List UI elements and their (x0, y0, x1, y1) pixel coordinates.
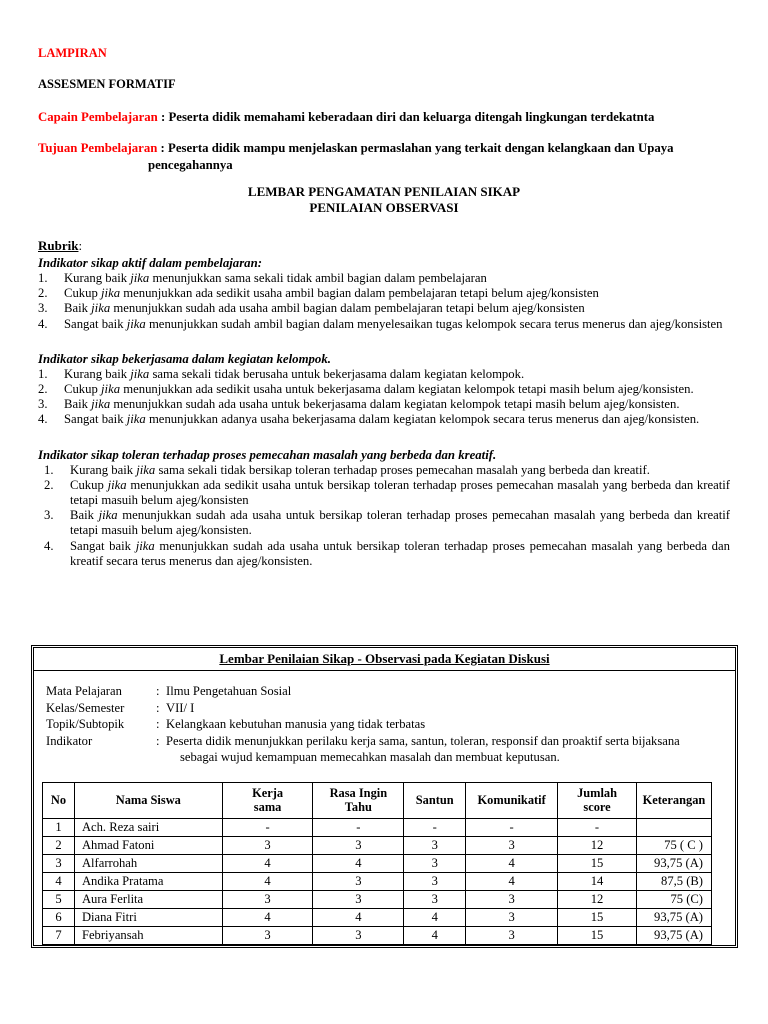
score-cell-no: 5 (43, 890, 75, 908)
rubric-item-text: Baik jika menunjukkan sudah ada usaha ambil bagian dalam pembelajaran tetapi belum ajeg/konsisten (64, 301, 585, 316)
score-cell-rasa: 3 (313, 890, 404, 908)
score-table-header-text: No (50, 792, 67, 807)
rubric-item-number: 1. (38, 271, 48, 285)
score-cell-kerja: 4 (222, 908, 313, 926)
sheet-meta-row (46, 716, 735, 733)
score-table-header-text: Keterangan (642, 792, 706, 807)
score-cell-santun: 3 (404, 872, 466, 890)
score-cell-keterangan: 75 (C) (636, 890, 711, 908)
rubric-item-number: 3. (38, 301, 48, 316)
score-cell-jumlah: 12 (558, 836, 637, 854)
sheet-title-text: Lembar Penilaian Sikap - Observasi pada Kegiatan Diskusi (219, 651, 550, 666)
score-table (42, 782, 712, 945)
rubric-item-text: Sangat baik jika menunjukkan adanya usaha bekerjasama dalam kegiatan kelompok secara terus menerus dan ajeg/konsisten. (64, 412, 700, 427)
rubric-list (38, 255, 730, 569)
sheet-meta-value: Ilmu Pengetahuan Sosial (166, 684, 292, 698)
score-cell-nama: Andika Pratama (74, 872, 222, 890)
score-table-header-cell (43, 782, 75, 818)
rubric-item (38, 382, 730, 397)
score-cell-santun: 4 (404, 926, 466, 944)
score-cell-kerja: 4 (222, 872, 313, 890)
score-cell-jumlah: 15 (558, 854, 637, 872)
rubric-item-emphasis: jika (98, 508, 118, 523)
rubric-item-number: 2. (38, 286, 48, 301)
score-cell-rasa: 3 (313, 926, 404, 944)
table-row (43, 818, 712, 836)
rubric-item-text: Sangat baik jika menunjukkan sudah ambil bagian dalam menyelesaikan tugas kelompok secara terus menerus dan ajeg/konsisten (64, 316, 723, 331)
score-cell-nama: Ach. Reza sairi (74, 818, 222, 836)
rubric-item-number: 3. (44, 508, 54, 523)
rubric-item (38, 478, 730, 508)
score-cell-keterangan: 93,75 (A) (636, 908, 711, 926)
sheet-meta-value-cont: sebagai wujud kemampuan memecahkan masalah dan membuat keputusan. (180, 750, 560, 764)
score-table-body (43, 818, 712, 944)
score-cell-no: 6 (43, 908, 75, 926)
table-row (43, 854, 712, 872)
rubric-item-emphasis: jika (101, 382, 121, 397)
rubric-items (38, 271, 730, 332)
score-cell-kerja: 3 (222, 836, 313, 854)
rubric-item-number: 1. (44, 462, 54, 477)
score-cell-santun: 3 (404, 836, 466, 854)
sheet-meta-key: Mata Pelajaran (46, 684, 122, 698)
tujuan-pembelajaran-label: Tujuan Pembelajaran (38, 141, 158, 155)
score-cell-komunikatif: 3 (466, 926, 558, 944)
score-cell-santun: - (404, 818, 466, 836)
score-cell-nama: Ahmad Fatoni (74, 836, 222, 854)
score-cell-keterangan: 93,75 (A) (636, 926, 711, 944)
score-cell-jumlah: 15 (558, 926, 637, 944)
rubric-item-number: 4. (44, 538, 54, 553)
rubric-item (38, 317, 730, 332)
score-cell-nama: Diana Fitri (74, 908, 222, 926)
rubric-item-emphasis: jika (91, 301, 111, 316)
sheet-meta-value: Peserta didik menunjukkan perilaku kerja sama, santun, toleran, responsif dan proaktif serta bijaksana sebagai wujud kemampuan memecahkan masalah dan membuat keputusan. (166, 733, 735, 766)
score-table-header-row (43, 782, 712, 818)
sheet-meta-separator: : (156, 700, 160, 715)
score-table-header-text: Jumlah (577, 785, 617, 800)
rubric-item-text: Kurang baik jika menunjukkan sama sekali tidak ambil bagian dalam pembelajaran (64, 271, 487, 285)
penilaian-sikap-sheet-inner (33, 647, 736, 946)
rubric-heading: Indikator sikap toleran terhadap proses pemecahan masalah yang berbeda dan kreatif. (38, 447, 497, 462)
score-cell-rasa: 4 (313, 854, 404, 872)
sheet-meta-value: Kelangkaan kebutuhan manusia yang tidak terbatas (166, 717, 426, 731)
score-cell-jumlah: 15 (558, 908, 637, 926)
score-table-header-cell (313, 782, 404, 818)
score-cell-komunikatif: 3 (466, 890, 558, 908)
table-row (43, 872, 712, 890)
sheet-meta-separator: : (156, 733, 160, 748)
score-cell-no: 7 (43, 926, 75, 944)
tujuan-pembelajaran-text: : Peserta didik mampu menjelaskan permaslahan yang terkait dengan kelangkaan dan Upaya (157, 141, 674, 155)
sheet-meta-separator: : (156, 684, 160, 698)
rubric-items (38, 367, 730, 428)
rubric-item-number: 1. (38, 366, 48, 381)
page-title-line2: PENILAIAN OBSERVASI (309, 200, 459, 215)
sheet-meta-separator: : (156, 717, 160, 731)
score-cell-no: 4 (43, 872, 75, 890)
score-table-header-text: score (583, 799, 611, 814)
score-cell-komunikatif: 3 (466, 908, 558, 926)
rubric-item-emphasis: jika (130, 271, 150, 285)
score-table-header-cell (404, 782, 466, 818)
score-cell-komunikatif: 4 (466, 872, 558, 890)
rubric-item (38, 508, 730, 538)
table-row (43, 836, 712, 854)
rubric-item-number: 4. (38, 316, 48, 331)
rubric-item-number: 2. (38, 382, 48, 397)
score-cell-santun: 3 (404, 854, 466, 872)
score-table-header-cell (466, 782, 558, 818)
rubrik-label: Rubrik (38, 238, 79, 253)
rubric-item-text: Kurang baik jika sama sekali tidak bersikap toleran terhadap proses pemecahan masalah yang berbeda dan kreatif. (70, 462, 650, 477)
rubric-item-emphasis: jika (107, 477, 127, 492)
score-table-header-text: Komunikatif (477, 792, 546, 807)
rubrik-colon: : (78, 238, 83, 253)
score-cell-no: 3 (43, 854, 75, 872)
sheet-meta-value: VII/ I (166, 700, 195, 715)
score-table-head (43, 782, 712, 818)
table-row (43, 908, 712, 926)
score-cell-rasa: 4 (313, 908, 404, 926)
rubric-item (38, 412, 730, 427)
score-cell-no: 1 (43, 818, 75, 836)
tujuan-pembelajaran-line (38, 140, 730, 174)
score-cell-kerja: 3 (222, 926, 313, 944)
sheet-meta-row (46, 683, 735, 700)
capaian-pembelajaran-label: Capain Pembelajaran (38, 110, 158, 124)
rubric-item-text: Sangat baik jika menunjukkan sudah ada usaha untuk bersikap toleran terhadap proses pemecahan masalah yang berbeda dan kreatif secara terus menerus dan ajeg/konsisten. (70, 538, 730, 568)
rubric-item (38, 271, 730, 286)
capaian-pembelajaran-line (38, 109, 730, 125)
rubric-item-number: 4. (38, 412, 48, 427)
sheet-meta-key: Topik/Subtopik (46, 717, 125, 731)
score-table-header-text: sama (253, 799, 282, 814)
score-table-header-cell (74, 782, 222, 818)
rubric-item (38, 367, 730, 382)
rubric-item (38, 301, 730, 316)
page-title-line1: LEMBAR PENGAMATAN PENILAIAN SIKAP (247, 184, 521, 199)
sheet-meta-key: Indikator (46, 733, 93, 748)
score-table-header-cell (222, 782, 313, 818)
page-title (38, 184, 730, 216)
score-table-wrapper (34, 774, 735, 945)
rubric-item-emphasis: jika (91, 397, 111, 412)
score-cell-jumlah: 14 (558, 872, 637, 890)
score-cell-keterangan: 93,75 (A) (636, 854, 711, 872)
table-row (43, 926, 712, 944)
score-cell-kerja: 3 (222, 890, 313, 908)
lampiran-heading: LAMPIRAN (38, 46, 107, 60)
rubric-item-emphasis: jika (126, 316, 146, 331)
table-row (43, 890, 712, 908)
rubric-item-text: Cukup jika menunjukkan ada sedikit usaha untuk bekerjasama dalam kegiatan kelompok tetapi masih belum ajeg/konsisten. (64, 382, 694, 397)
rubric-item (38, 397, 730, 412)
assesmen-formatif-heading: ASSESMEN FORMATIF (38, 77, 176, 91)
rubric-item-emphasis: jika (101, 286, 121, 301)
rubric-item-text: Baik jika menunjukkan sudah ada usaha untuk bekerjasama dalam kegiatan kelompok tetapi masih belum ajeg/konsisten. (64, 397, 680, 412)
score-cell-komunikatif: 3 (466, 836, 558, 854)
score-cell-santun: 4 (404, 908, 466, 926)
rubric-item (38, 463, 730, 478)
score-cell-nama: Febriyansah (74, 926, 222, 944)
rubric-item-number: 2. (44, 477, 54, 492)
score-cell-rasa: 3 (313, 836, 404, 854)
score-cell-jumlah: - (558, 818, 637, 836)
score-cell-rasa: 3 (313, 872, 404, 890)
document-body (38, 46, 730, 569)
rubric-item-number: 3. (38, 397, 48, 412)
score-table-header-text: Rasa Ingin (329, 785, 388, 800)
score-cell-santun: 3 (404, 890, 466, 908)
score-cell-keterangan: 75 ( C ) (636, 836, 711, 854)
score-cell-keterangan (636, 818, 711, 836)
sheet-meta-key: Kelas/Semester (46, 700, 125, 715)
score-table-header-text: Nama Siswa (115, 792, 181, 807)
rubric-heading: Indikator sikap bekerjasama dalam kegiatan kelompok. (38, 351, 331, 366)
sheet-title (34, 648, 735, 671)
score-table-header-text: Kerja (252, 785, 284, 800)
score-cell-jumlah: 12 (558, 890, 637, 908)
score-table-header-cell (558, 782, 637, 818)
rubric-item (38, 539, 730, 569)
penilaian-sikap-sheet (31, 645, 738, 948)
score-cell-komunikatif: - (466, 818, 558, 836)
score-cell-kerja: - (222, 818, 313, 836)
score-cell-no: 2 (43, 836, 75, 854)
rubric-item-text: Cukup jika menunjukkan ada sedikit usaha untuk bersikap toleran terhadap proses pemecahan masalah yang berbeda dan kreatif tetapi masuih belum ajeg/konsisten (70, 477, 731, 508)
capaian-pembelajaran-text: : Peserta didik memahami keberadaan diri dan keluarga ditengah lingkungan terdekatnta (157, 110, 655, 124)
rubric-item-text: Kurang baik jika sama sekali tidak berusaha untuk bekerjasama dalam kegiatan kelompok. (64, 366, 525, 381)
score-cell-kerja: 4 (222, 854, 313, 872)
rubric-items (38, 463, 730, 569)
score-cell-nama: Alfarrohah (74, 854, 222, 872)
score-cell-komunikatif: 4 (466, 854, 558, 872)
rubric-item-emphasis: jika (136, 462, 156, 477)
sheet-meta-row (46, 733, 735, 766)
score-cell-nama: Aura Ferlita (74, 890, 222, 908)
rubric-item-text: Cukup jika menunjukkan ada sedikit usaha ambil bagian dalam pembelajaran tetapi belum ajeg/konsisten (64, 286, 599, 301)
rubric-item-text: Baik jika menunjukkan sudah ada usaha untuk bersikap toleran terhadap proses pemecahan masalah yang berbeda dan kreatif tetapi masuih belum ajeg/konsisten. (70, 508, 730, 538)
score-table-header-cell (636, 782, 711, 818)
rubric-item-emphasis: jika (130, 366, 150, 381)
sheet-meta-row (46, 700, 735, 717)
rubric-item-emphasis: jika (135, 538, 155, 553)
tujuan-pembelajaran-text-cont: pencegahannya (148, 158, 233, 172)
score-cell-rasa: - (313, 818, 404, 836)
rubric-item (38, 286, 730, 301)
score-table-header-text: Tahu (344, 799, 372, 814)
sheet-meta-list (34, 671, 735, 774)
rubrik-heading (38, 238, 730, 254)
score-table-header-text: Santun (415, 792, 454, 807)
rubric-heading: Indikator sikap aktif dalam pembelajaran: (38, 256, 262, 270)
score-cell-keterangan: 87,5 (B) (636, 872, 711, 890)
rubric-item-emphasis: jika (126, 412, 146, 427)
